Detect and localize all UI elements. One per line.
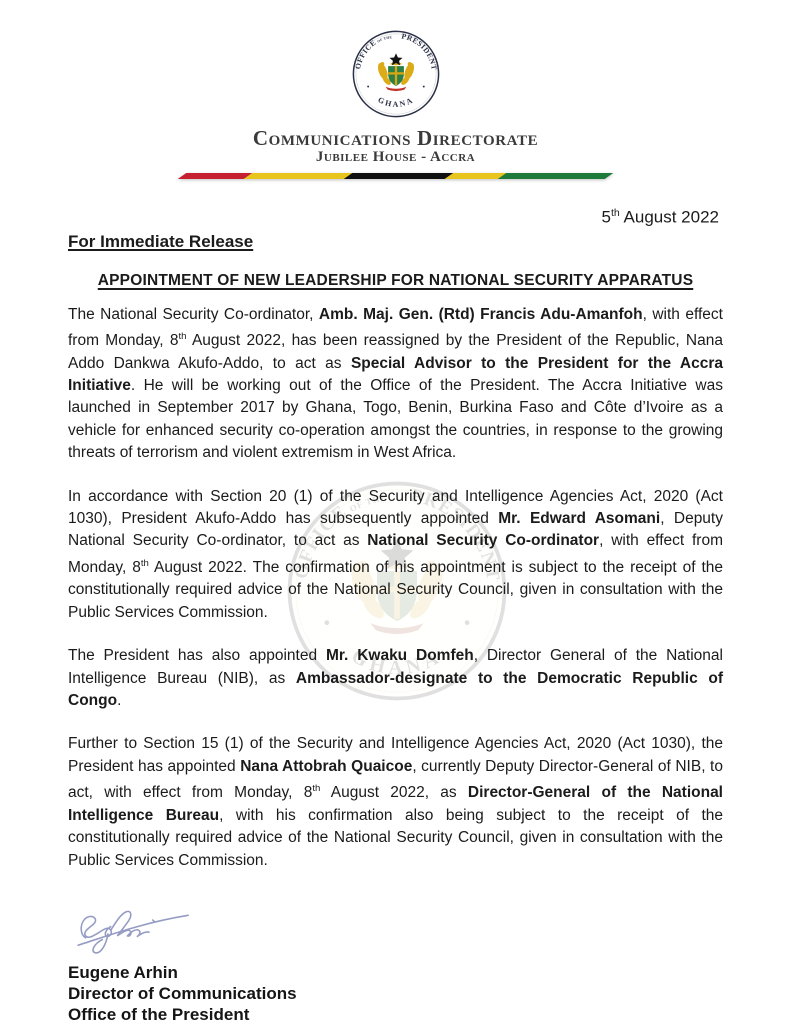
flag-segment <box>177 173 252 179</box>
org-address: Jubilee House - Accra <box>315 149 476 165</box>
flag-segment <box>244 173 353 179</box>
date-ordinal: th <box>610 207 620 219</box>
dateline <box>0 203 791 228</box>
date-day: 5 <box>601 207 611 227</box>
body-paragraph: The National Security Co-ordinator, Amb. Maj. Gen. (Rtd) Francis Adu-Amanfoh, with effect from Monday, 8th August 2022, has been reassigned by the President of the Republic, Nana Addo Dankwa Akufo-Addo, to act as Special Advisor to the President for the Accra Initiative. He will be working out of the Office of the President. The Accra Initiative was launched in September 2017 by Ghana, Togo, Benin, Burkina Faso and Côte d’Ivoire as a vehicle for enhanced security co-operation amongst the countries, in response to the growing threats of terrorism and violent extremism in West Africa. <box>68 305 723 462</box>
signatory-name: Eugene Arhin <box>68 963 178 983</box>
body-paragraph: Further to Section 15 (1) of the Security and Intelligence Agencies Act, 2020 (Act 1030), the President has appointed Nana Attobrah Quaicoe, currently Deputy Director-General of NIB, to act, with effect from Monday, 8th August 2022, as Director-General of the National Intelligence Bureau, with his confirmation also being subject to the receipt of the constitutionally required advice of the National Security Council, given in consultation with the Public Services Commission. <box>68 735 724 869</box>
flag-segment <box>498 173 614 179</box>
ghana-flag-bar <box>182 173 610 179</box>
signatory-office: Office of the President <box>68 1005 250 1024</box>
org-name: Communications Directorate <box>252 126 539 150</box>
release-label: For Immediate Release <box>68 231 254 251</box>
handwritten-signature-icon <box>70 906 200 962</box>
signatory-role: Director of Communications <box>68 984 297 1004</box>
body-paragraph: The President has also appointed Mr. Kwaku Domfeh, Director General of the National Intelligence Bureau (NIB), as Ambassador-designate to the Democratic Republic of Congo. <box>68 647 723 710</box>
letterhead <box>0 0 791 123</box>
signature-block <box>68 906 791 1024</box>
body-paragraph: In accordance with Section 20 (1) of the Security and Intelligence Agencies Act, 2020 (Act 1030), President Akufo-Addo has subsequently appointed Mr. Edward Asomani, Deputy National Security Co-ordinator, to act as National Security Co-ordinator, with effect from Monday, 8th August 2022. The confirmation of his appointment is subject to the receipt of the constitutionally required advice of the National Security Council, given in consultation with the Public Services Commission. <box>68 487 724 621</box>
body-text <box>68 304 723 872</box>
headline: APPOINTMENT OF NEW LEADERSHIP FOR NATIONAL SECURITY APPARATUS <box>97 271 694 289</box>
flag-segment <box>344 173 453 179</box>
presidential-seal-icon <box>352 30 440 118</box>
date-rest: August 2022 <box>619 207 719 227</box>
